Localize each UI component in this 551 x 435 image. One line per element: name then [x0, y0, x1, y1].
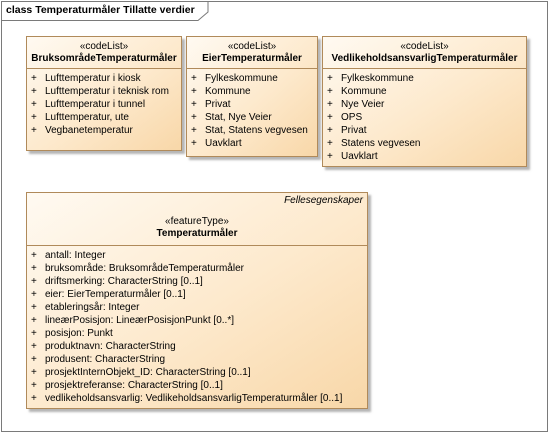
attribute-text: driftsmerking: CharacterString [0..1] [45, 276, 203, 287]
attribute-row [327, 150, 526, 163]
attribute-text: Lufttemperatur i teknisk rom [45, 86, 169, 97]
attribute-list [27, 69, 181, 137]
attribute-text: Fylkeskommune [205, 73, 278, 84]
attribute-row [191, 137, 317, 150]
attribute-row [31, 288, 367, 301]
attribute-row [327, 85, 526, 98]
class-header [187, 37, 317, 69]
class-name: BruksområdeTemperaturmåler [31, 53, 177, 64]
visibility-marker: + [191, 99, 197, 110]
attribute-text: Privat [341, 125, 367, 136]
attribute-row [31, 340, 367, 353]
attribute-text: prosjektreferanse: CharacterString [0..1] [45, 380, 223, 391]
visibility-marker: + [31, 302, 37, 313]
attribute-text: Stat, Statens vegvesen [205, 125, 308, 136]
visibility-marker: + [31, 112, 37, 123]
visibility-marker: + [31, 393, 37, 404]
class-temperaturmaler[interactable] [26, 192, 368, 409]
attribute-row [191, 98, 317, 111]
attribute-text: Lufttemperatur i kiosk [45, 73, 141, 84]
visibility-marker: + [31, 276, 37, 287]
attribute-text: Uavklart [205, 138, 242, 149]
visibility-marker: + [31, 263, 37, 274]
attribute-text: bruksområde: BruksområdeTemperaturmåler [45, 263, 244, 274]
visibility-marker: + [31, 328, 37, 339]
attribute-text: antall: Integer [45, 250, 106, 261]
attribute-text: produsent: CharacterString [45, 354, 166, 365]
visibility-marker: + [327, 151, 333, 162]
visibility-marker: + [31, 289, 37, 300]
attribute-row [31, 262, 367, 275]
attribute-list [27, 246, 367, 405]
visibility-marker: + [327, 73, 333, 84]
visibility-marker: + [327, 138, 333, 149]
attribute-list [187, 69, 317, 150]
attribute-text: etableringsår: Integer [45, 302, 140, 313]
visibility-marker: + [31, 73, 37, 84]
attribute-row [327, 137, 526, 150]
class-header [323, 37, 526, 69]
attribute-text: Vegbanetemperatur [45, 125, 133, 136]
attribute-row [31, 301, 367, 314]
attribute-text: Statens vegvesen [341, 138, 421, 149]
attribute-row [31, 111, 181, 124]
class-stereotype: «codeList» [400, 41, 449, 52]
attribute-text: Privat [205, 99, 231, 110]
class-stereotype: «featureType» [165, 216, 229, 227]
attribute-row [31, 327, 367, 340]
attribute-text: Nye Veier [341, 99, 385, 110]
attribute-row [31, 379, 367, 392]
attribute-text: Kommune [341, 86, 387, 97]
attribute-list [323, 69, 526, 163]
visibility-marker: + [31, 99, 37, 110]
visibility-marker: + [191, 86, 197, 97]
attribute-text: posisjon: Punkt [45, 328, 113, 339]
class-stereotype: «codeList» [79, 41, 129, 52]
attribute-row [31, 392, 367, 405]
attribute-text: Lufttemperatur, ute [45, 112, 129, 123]
visibility-marker: + [31, 86, 37, 97]
attribute-row [327, 124, 526, 137]
class-header [27, 37, 181, 69]
attribute-row [31, 353, 367, 366]
visibility-marker: + [327, 112, 333, 123]
attribute-row [327, 72, 526, 85]
attribute-row [191, 111, 317, 124]
attribute-text: Uavklart [341, 151, 378, 162]
visibility-marker: + [191, 73, 197, 84]
attribute-row [31, 249, 367, 262]
visibility-marker: + [31, 341, 37, 352]
class-bruksomrade[interactable] [26, 36, 182, 151]
attribute-text: Kommune [205, 86, 251, 97]
class-name: VedlikeholdsansvarligTemperaturmåler [331, 53, 518, 64]
visibility-marker: + [191, 125, 197, 136]
visibility-marker: + [31, 250, 37, 261]
attribute-text: eier: EierTemperaturmåler [0..1] [45, 289, 186, 300]
visibility-marker: + [327, 86, 333, 97]
attribute-row [191, 72, 317, 85]
attribute-text: OPS [341, 112, 363, 123]
visibility-marker: + [31, 125, 37, 136]
class-name: Temperaturmåler [156, 228, 238, 239]
visibility-marker: + [327, 99, 333, 110]
attribute-row [191, 124, 317, 137]
attribute-row [31, 98, 181, 111]
attribute-row [327, 98, 526, 111]
attribute-text: produktnavn: CharacterString [45, 341, 176, 352]
class-name: EierTemperaturmåler [202, 53, 302, 64]
visibility-marker: + [191, 138, 197, 149]
class-stereotype: «codeList» [227, 41, 277, 52]
visibility-marker: + [31, 380, 37, 391]
attribute-text: lineærPosisjon: LineærPosisjonPunkt [0..*] [45, 315, 234, 326]
visibility-marker: + [31, 367, 37, 378]
visibility-marker: + [31, 354, 37, 365]
visibility-marker: + [31, 315, 37, 326]
attribute-row [31, 85, 181, 98]
class-vedlikeholdsansvarlig[interactable] [322, 36, 527, 167]
attribute-row [31, 124, 181, 137]
visibility-marker: + [191, 112, 197, 123]
diagram-title: class Temperaturmåler Tillatte verdier [6, 4, 195, 16]
attribute-row [31, 314, 367, 327]
attribute-row [191, 85, 317, 98]
attribute-text: Stat, Nye Veier [205, 112, 272, 123]
attribute-row [31, 366, 367, 379]
attribute-text: Lufttemperatur i tunnel [45, 99, 146, 110]
visibility-marker: + [327, 125, 333, 136]
attribute-row [327, 111, 526, 124]
attribute-row [31, 72, 181, 85]
attribute-text: prosjektInternObjekt_ID: CharacterString [0..1] [45, 367, 251, 378]
class-eier[interactable] [186, 36, 318, 157]
attribute-text: Fylkeskommune [341, 73, 414, 84]
attribute-text: vedlikeholdsansvarlig: VedlikeholdsansvarligTemperaturmåler [0..1] [45, 393, 343, 404]
attribute-row [31, 275, 367, 288]
class-tag: Fellesegenskaper [284, 195, 363, 206]
